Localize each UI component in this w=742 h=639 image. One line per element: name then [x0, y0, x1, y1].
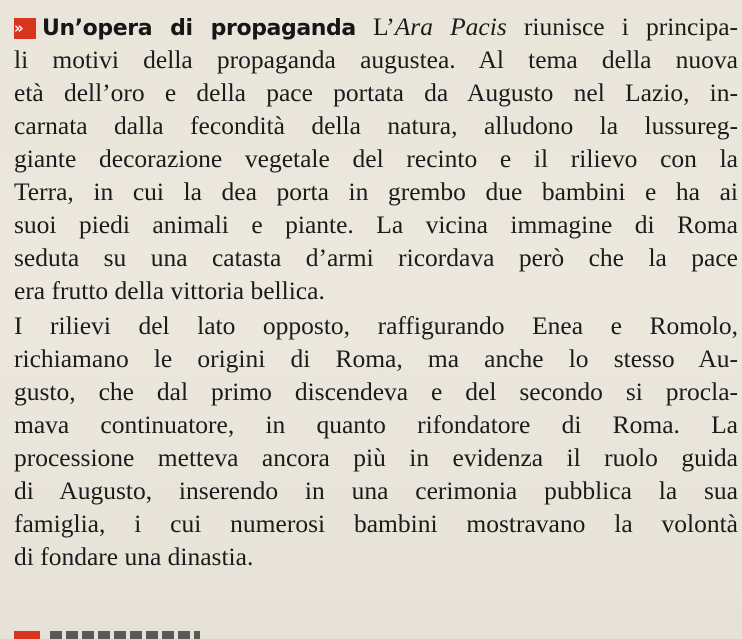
artwork-title: Ara Pacis	[394, 12, 507, 41]
paragraph-1-line-1	[14, 10, 738, 43]
paragraph-2-line-3: gusto, che dal primo discendeva e del secondo si procla-	[14, 377, 738, 406]
paragraph-1-line-6: Terra, in cui la dea porta in grembo due bambini e ha ai	[14, 177, 738, 206]
paragraph-1-line-5: giante decorazione vegetale del recinto e il rilievo con la	[14, 144, 738, 173]
paragraph-2-line-8: di fondare una dinastia.	[14, 542, 254, 571]
cropped-next-heading	[50, 631, 200, 639]
text-fragment: riunisce i principa-	[523, 12, 739, 41]
paragraph-2-line-4: mava continuatore, in quanto rifondatore di Roma. La	[14, 410, 738, 439]
paragraph-2-line-6: di Augusto, inserendo in una cerimonia pubblica la sua	[14, 476, 738, 505]
article-text	[14, 10, 738, 573]
paragraph-2-line-7: famiglia, i cui numerosi bambini mostravano la volontà	[14, 509, 738, 538]
paragraph-1-line-8: seduta su una catasta d’armi ricordava però che la pace	[14, 243, 738, 272]
paragraph-1-line-3: età dell’oro e della pace portata da Augusto nel Lazio, in-	[14, 78, 738, 107]
paragraph-1-line-2: li motivi della propaganda augustea. Al tema della nuova	[14, 45, 738, 74]
cropped-previous-line	[60, 0, 360, 4]
paragraph-2-line-2: richiamano le origini di Roma, ma anche lo stesso Au-	[14, 344, 738, 373]
text-fragment: L’	[372, 12, 395, 41]
paragraph-1-line-9: era frutto della vittoria bellica.	[14, 276, 325, 305]
section-heading: Un’opera di propaganda	[42, 16, 356, 41]
double-chevron-right-icon: »	[14, 18, 36, 39]
paragraph-2-line-5: processione metteva ancora più in evidenza il ruolo guida	[14, 443, 738, 472]
paragraph-1-line-7: suoi piedi animali e piante. La vicina immagine di Roma	[14, 210, 738, 239]
next-section-marker	[14, 631, 40, 639]
paragraph-2-line-1: I rilievi del lato opposto, raffigurando Enea e Romolo,	[14, 311, 738, 340]
paragraph-1-line-4: carnata dalla fecondità della natura, alludono la lussureg-	[14, 111, 738, 140]
